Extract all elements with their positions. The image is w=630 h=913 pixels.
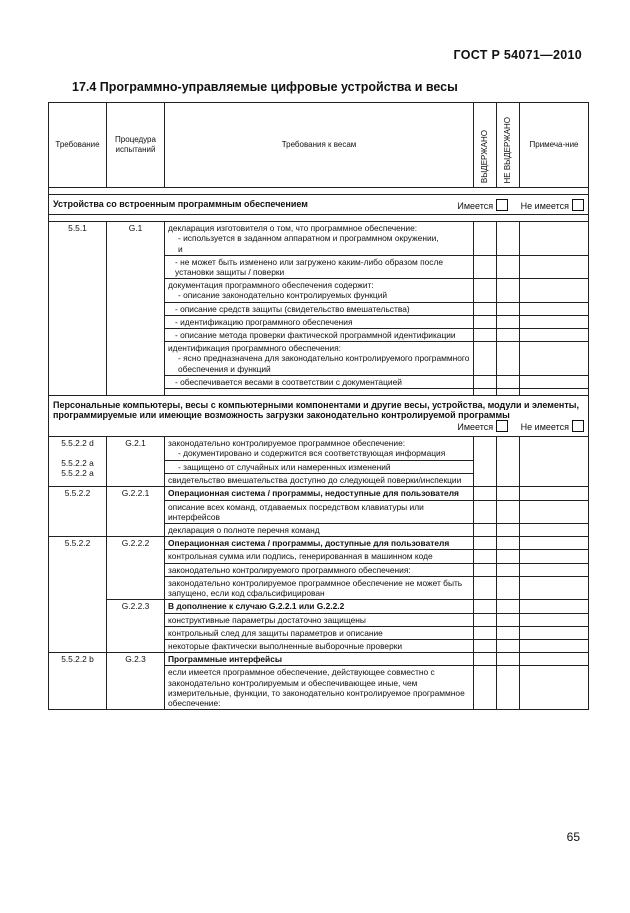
text-cell: идентификация программного обеспечения: - ясно предназначена для законодательно контролируемого программного обеспечения и функций — [165, 342, 474, 376]
table-row — [49, 436, 589, 487]
spacer-row — [49, 215, 589, 222]
text-cell: законодательно контролируемое программное обеспечение: - документировано и содержится вся соответствующая информация - защищено от случайных или намеренных изменений свидетельство вмешательства доступно до следующей поверки/инспекции — [165, 436, 474, 487]
text-cell: В дополнение к случаю G.2.2.1 или G.2.2.2 — [165, 600, 474, 613]
table-row — [49, 487, 589, 500]
text-cell: Операционная система / программы, доступные для пользователя — [165, 537, 474, 550]
group-header-row — [49, 195, 589, 215]
col-header-procedure: Процедура испытаний — [107, 103, 165, 188]
group2-has-label: Имеется — [457, 422, 494, 433]
text-cell: законодательно контролируемого программного обеспечения: — [165, 563, 474, 576]
table-row — [49, 653, 589, 666]
document-code: ГОСТ Р 54071—2010 — [453, 48, 582, 62]
table-row — [49, 222, 589, 256]
text-cell: документация программного обеспечения содержит: - описание законодательно контролируемых функций — [165, 279, 474, 302]
table-header-row — [49, 103, 589, 188]
group2-has-not-checkbox[interactable] — [572, 420, 584, 432]
group2-has-not-label: Не имеется — [520, 422, 569, 433]
req-cell: 5.5.2.2 — [49, 487, 107, 537]
text-cell: описание всех команд, отдаваемых посредством клавиатуры или интерфейсов — [165, 500, 474, 523]
text-cell: некоторые фактически выполненные выборочные проверки — [165, 639, 474, 652]
text-cell: - не может быть изменено или загружено каким-либо образом после установки защиты / поверки — [165, 255, 474, 278]
text-cell: контрольный след для защиты параметров и описание — [165, 626, 474, 639]
page-number: 65 — [566, 830, 580, 844]
req-cell: 5.5.2.2 — [49, 537, 107, 653]
table-row — [49, 600, 589, 613]
req-cell: 5.5.2.2 d 5.5.2.2 a 5.5.2.2 a — [49, 436, 107, 487]
text-cell: конструктивные параметры достаточно защищены — [165, 613, 474, 626]
text-cell: Операционная система / программы, недоступные для пользователя — [165, 487, 474, 500]
text-cell: - описание метода проверки фактической программной идентификации — [165, 329, 474, 342]
req-cell: 5.5.1 — [49, 222, 107, 396]
spacer-row — [49, 188, 589, 195]
col-header-failed: НЕ ВЫДЕРЖАНО — [497, 103, 520, 188]
text-cell: - идентификацию программного обеспечения — [165, 315, 474, 328]
text-cell: если имеется программное обеспечение, действующее совместно с законодательно контролируемым и обеспечивающее иные, чем измерительные, функции, то законодательно контролируемое программное обеспечение: — [165, 666, 474, 710]
section-title: 17.4 Программно-управляемые цифровые устройства и весы — [72, 80, 458, 94]
col-header-requirement: Требование — [49, 103, 107, 188]
group1-has-label: Имеется — [457, 201, 494, 211]
group1-title: Устройства со встроенным программным обеспечением — [53, 199, 308, 209]
text-cell: контрольная сумма или подпись, генерированная в машинном коде — [165, 550, 474, 563]
text-cell: декларация о полноте перечня команд — [165, 524, 474, 537]
proc-cell: G.2.2.2 — [107, 537, 165, 600]
proc-cell: G.2.3 — [107, 653, 165, 710]
group2-has-checkbox[interactable] — [496, 420, 508, 432]
col-header-note: Примеча-ние — [520, 103, 589, 188]
checklist-table — [48, 102, 589, 710]
text-cell: - описание средств защиты (свидетельство вмешательства) — [165, 302, 474, 315]
text-cell: декларация изготовителя о том, что программное обеспечение: - используется в заданном аппаратном и программном окружении, и — [165, 222, 474, 256]
req-cell: 5.5.2.2 b — [49, 653, 107, 710]
group-header-row — [49, 396, 589, 437]
text-cell: - обеспечивается весами в соответствии с документацией — [165, 375, 474, 388]
text-cell: законодательно контролируемое программное обеспечение не может быть запущено, если код сфальсифицирован — [165, 576, 474, 599]
group1-has-not-checkbox[interactable] — [572, 199, 584, 211]
group2-title: Персональные компьютеры, весы с компьютерными компонентами и другие весы, устройства, модули и элементы, программируемые или имеющие возможность загрузки законодательно контролируемой программы — [53, 400, 579, 421]
text-cell: Программные интерфейсы — [165, 653, 474, 666]
proc-cell: G.2.1 — [107, 436, 165, 487]
proc-cell: G.2.2.3 — [107, 600, 165, 653]
col-header-passed: ВЫДЕРЖАНО — [474, 103, 497, 188]
group1-has-checkbox[interactable] — [496, 199, 508, 211]
proc-cell: G.1 — [107, 222, 165, 396]
proc-cell: G.2.2.1 — [107, 487, 165, 537]
col-header-scale-requirements: Требования к весам — [165, 103, 474, 188]
table-row — [49, 537, 589, 550]
group1-has-not-label: Не имеется — [520, 201, 569, 211]
